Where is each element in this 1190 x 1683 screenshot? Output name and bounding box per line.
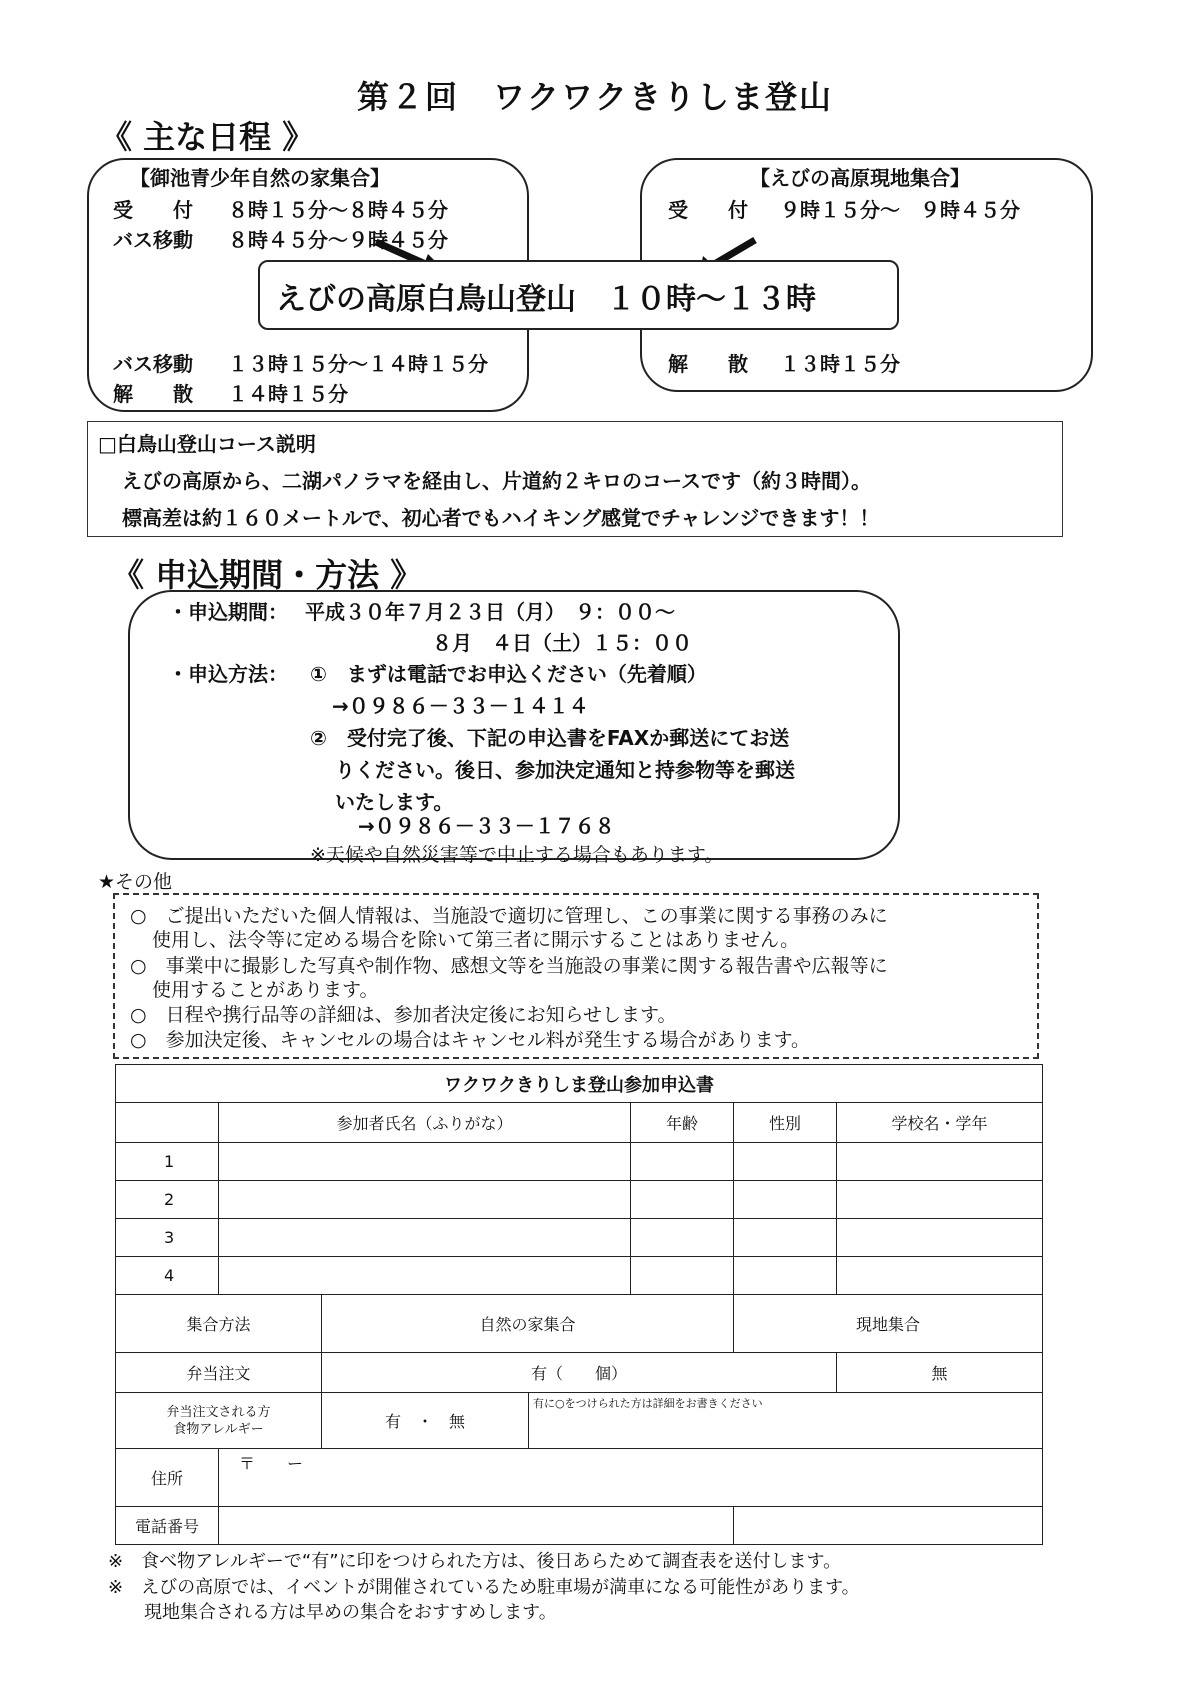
note-item: ○ 日程や携行品等の詳細は、参加者決定後にお知らせします。 — [130, 1004, 677, 1026]
application-heading: 《 申込期間・方法 》 — [112, 556, 423, 594]
gather-method-label: 集合方法 — [116, 1295, 322, 1353]
onsite-row-value: ９時１５分～ ９時４５分 — [780, 198, 1020, 222]
row-number: 2 — [116, 1181, 219, 1219]
method-step2: いたします。 — [335, 790, 454, 814]
sex-field[interactable] — [734, 1143, 837, 1181]
note-item: ○ 事業中に撮影した写真や制作物、感想文等を当施設の事業に関する報告書や広報等に — [130, 955, 888, 977]
onsite-row-value: １３時１５分 — [780, 352, 900, 376]
fax-number: →０９８６－３３－１７６８ — [358, 814, 615, 838]
course-line: えびの高原から、二湖パノラマを経由し、片道約２キロのコースです（約３時間）。 — [122, 469, 871, 493]
other-heading: ★その他 — [98, 871, 173, 893]
col-header-number — [116, 1103, 219, 1143]
age-field[interactable] — [631, 1143, 734, 1181]
allergy-label — [116, 1393, 322, 1449]
method-step1: ① まずは電話でお申込ください（先着順） — [310, 662, 707, 686]
schedule-heading: 《 主な日程 》 — [100, 118, 315, 156]
facility-row-label: 解 散 — [113, 382, 193, 406]
allergy-detail-hint: 有に○をつけられた方は詳細をお書きください — [533, 1397, 763, 1410]
school-field[interactable] — [837, 1257, 1043, 1295]
bento-label: 弁当注文 — [116, 1353, 322, 1393]
row-number: 4 — [116, 1257, 219, 1295]
method-label: ・申込方法： — [168, 662, 288, 686]
bento-option-no[interactable]: 無 — [837, 1353, 1043, 1393]
allergy-label-line: 食物アレルギー — [173, 1421, 264, 1437]
allergy-label-line: 弁当注文される方 — [166, 1404, 271, 1420]
participant-row — [116, 1181, 1043, 1219]
address-label: 住所 — [116, 1449, 219, 1507]
row-number: 3 — [116, 1219, 219, 1257]
age-field[interactable] — [631, 1181, 734, 1219]
sex-field[interactable] — [734, 1181, 837, 1219]
onsite-heading: 【えびの高原現地集合】 — [750, 166, 970, 190]
phone-label: 電話番号 — [116, 1507, 219, 1545]
row-number: 1 — [116, 1143, 219, 1181]
course-line: 標高差は約１６０メートルで、初心者でもハイキング感覚でチャレンジできます！！ — [122, 506, 880, 530]
age-field[interactable] — [631, 1257, 734, 1295]
facility-row-value: １４時１５分 — [228, 382, 348, 406]
facility-row-value: ８時４５分～９時４５分 — [228, 228, 448, 252]
cancel-note: ※天候や自然災害等で中止する場合もあります。 — [310, 844, 724, 866]
col-header-sex: 性別 — [734, 1103, 837, 1143]
phone-field[interactable] — [219, 1507, 734, 1545]
method-step2: りください。後日、参加決定通知と持参物等を郵送 — [335, 758, 795, 782]
note-item: ○ 参加決定後、キャンセルの場合はキャンセル料が発生する場合があります。 — [130, 1029, 811, 1051]
footnote: ※ 食べ物アレルギーで“有”に印をつけられた方は、後日あらためて調査表を送付します。 — [108, 1551, 842, 1572]
allergy-detail-field[interactable] — [529, 1393, 1043, 1449]
facility-row-label: バス移動 — [113, 352, 193, 376]
facility-row-label: バス移動 — [113, 228, 193, 252]
sex-field[interactable] — [734, 1219, 837, 1257]
name-field[interactable] — [219, 1219, 631, 1257]
footnote: ※ えびの高原では、イベントが開催されているため駐車場が満車になる可能性があります。 — [108, 1577, 860, 1598]
page-title: 第２回 ワクワクきりしま登山 — [356, 78, 833, 116]
school-field[interactable] — [837, 1181, 1043, 1219]
col-header-age: 年齢 — [631, 1103, 734, 1143]
facility-row-label: 受 付 — [113, 198, 193, 222]
main-event-box: えびの高原白鳥山登山 １０時～１３時 — [258, 260, 899, 330]
col-header-school: 学校名・学年 — [837, 1103, 1043, 1143]
phone-field-2[interactable] — [734, 1507, 1043, 1545]
method-step2: ② 受付完了後、下記の申込書をFAXか郵送にてお送 — [310, 726, 790, 750]
sex-field[interactable] — [734, 1257, 837, 1295]
participant-row — [116, 1257, 1043, 1295]
period-label: ・申込期間： — [168, 600, 288, 624]
onsite-row-label: 解 散 — [668, 352, 748, 376]
name-field[interactable] — [219, 1257, 631, 1295]
name-field[interactable] — [219, 1181, 631, 1219]
allergy-choice[interactable]: 有 ・ 無 — [322, 1393, 529, 1449]
facility-row-value: ８時１５分～８時４５分 — [228, 198, 448, 222]
address-field[interactable] — [219, 1449, 1043, 1507]
participant-row — [116, 1219, 1043, 1257]
postal-mark: 〒 ー — [239, 1454, 304, 1473]
participant-row — [116, 1143, 1043, 1181]
note-item: 使用することがあります。 — [152, 979, 379, 1001]
school-field[interactable] — [837, 1219, 1043, 1257]
note-item: ○ ご提出いただいた個人情報は、当施設で適切に管理し、この事業に関する事務のみに — [130, 905, 888, 927]
footnote: 現地集合される方は早めの集合をおすすめします。 — [108, 1602, 557, 1623]
gather-option-facility[interactable]: 自然の家集合 — [322, 1295, 734, 1353]
onsite-row-label: 受 付 — [668, 198, 748, 222]
col-header-name: 参加者氏名（ふりがな） — [219, 1103, 631, 1143]
form-title: ワクワクきりしま登山参加申込書 — [116, 1065, 1043, 1103]
period-end: ８月 ４日（土）１５：００ — [432, 631, 692, 655]
phone-number: →０９８６－３３－１４１４ — [332, 694, 589, 718]
age-field[interactable] — [631, 1219, 734, 1257]
facility-heading: 【御池青少年自然の家集合】 — [130, 166, 390, 190]
school-field[interactable] — [837, 1143, 1043, 1181]
application-form — [115, 1064, 1043, 1545]
note-item: 使用し、法令等に定める場合を除いて第三者に開示することはありません。 — [152, 929, 800, 951]
period-start: 平成３０年７月２３日（月） ９：００～ — [305, 600, 675, 624]
facility-row-value: １３時１５分～１４時１５分 — [228, 352, 488, 376]
course-heading: □白鳥山登山コース説明 — [98, 432, 316, 456]
name-field[interactable] — [219, 1143, 631, 1181]
bento-option-yes[interactable]: 有（ 個） — [322, 1353, 837, 1393]
gather-option-onsite[interactable]: 現地集合 — [734, 1295, 1043, 1353]
